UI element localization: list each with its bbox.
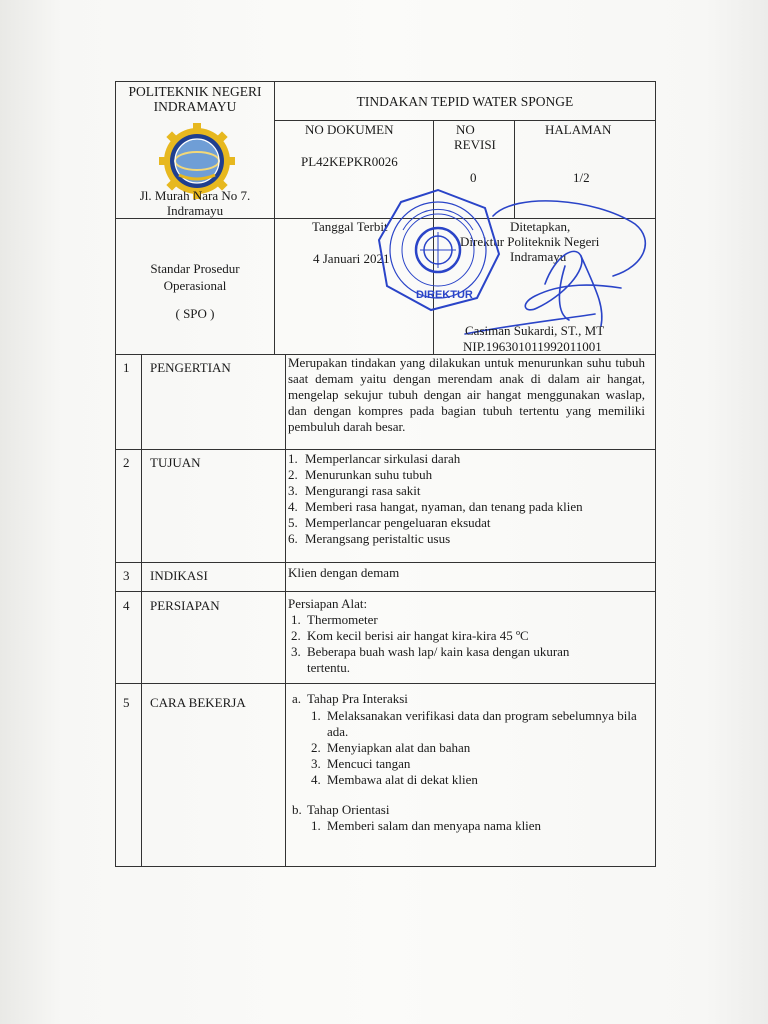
persiapan-item-text: Kom kecil berisi air hangat kira-kira 45 ºC (307, 628, 529, 643)
tujuan-item: 2. (288, 467, 298, 482)
stamp-text: DIREKTUR (416, 289, 473, 301)
persiapan-item-text: Beberapa buah wash lap/ kain kasa dengan ukuran tertentu. (307, 644, 570, 675)
tujuan-item: 4. (288, 499, 298, 514)
tahap-a-item-text: Membawa alat di dekat klien (327, 772, 478, 787)
spo-line1: Standar Prosedur (150, 261, 240, 276)
row3-num: 3 (123, 568, 130, 583)
halaman-label: HALAMAN (545, 122, 612, 137)
tujuan-item: 3. (288, 483, 298, 498)
tujuan-item-text: Memberi rasa hangat, nyaman, dan tenang pada klien (305, 499, 583, 514)
tahap-a-item: 3. (311, 756, 321, 771)
tujuan-item-text: Memperlancar sirkulasi darah (305, 451, 461, 466)
institution-name-line1: POLITEKNIK NEGERI (128, 84, 262, 99)
tahap-b-title: Tahap Orientasi (307, 802, 390, 817)
institution-address-line1: Jl. Murah Nara No 7. (139, 188, 251, 203)
persiapan-item: 3. (291, 644, 301, 659)
tujuan-item-text: Mengurangi rasa sakit (305, 483, 421, 498)
row1-label: PENGERTIAN (150, 360, 231, 375)
tahap-a-title: Tahap Pra Interaksi (307, 691, 408, 706)
row2-num: 2 (123, 455, 130, 470)
tahap-a-marker: a. (292, 691, 302, 706)
tujuan-item: 1. (288, 451, 298, 466)
no-revisi-value: 0 (470, 170, 477, 185)
tahap-a-item-text: Menyiapkan alat dan bahan (327, 740, 471, 755)
document-title: TINDAKAN TEPID WATER SPONGE (356, 94, 574, 109)
persiapan-item: 2. (291, 628, 301, 643)
row3-label: INDIKASI (150, 568, 208, 583)
tahap-b-item-text: Memberi salam dan menyapa nama klien (327, 818, 542, 833)
persiapan-heading: Persiapan Alat: (288, 596, 368, 611)
tahap-a-item-text: Mencuci tangan (327, 756, 411, 771)
no-dokumen-label: NO DOKUMEN (305, 122, 394, 137)
direktur-line2: Indramayu (510, 249, 567, 264)
halaman-value: 1/2 (573, 170, 590, 185)
tujuan-item-text: Menurunkan suhu tubuh (305, 467, 433, 482)
tahap-b-item: 1. (311, 818, 321, 833)
institution-name-line2: INDRAMAYU (153, 99, 237, 114)
tujuan-item-text: Merangsang peristaltic usus (305, 531, 451, 546)
spo-line2: Operasional (163, 278, 227, 293)
signer-name: Casiman Sukardi, ST., MT (465, 323, 605, 338)
tujuan-item: 5. (288, 515, 298, 530)
tahap-b-marker: b. (292, 802, 302, 817)
row4-label: PERSIAPAN (150, 598, 220, 613)
spo-line3: ( SPO ) (175, 306, 215, 321)
row2-label: TUJUAN (150, 455, 201, 470)
row5-num: 5 (123, 695, 130, 710)
no-revisi-label-line2: REVISI (454, 137, 496, 152)
persiapan-item-text: Thermometer (307, 612, 378, 627)
indikasi-text: Klien dengan demam (288, 565, 400, 580)
tahap-a-item: 2. (311, 740, 321, 755)
tahap-a-item: 1. (311, 708, 321, 723)
pengertian-text: Merupakan tindakan yang dilakukan untuk menurunkan suhu tubuh saat demam yaitu dengan merendam anak di dalam air hangat, mengelap sekujur tubuh dengan air hangat menggunakan waslap, dan dengan kompres pada bagian tubuh tertentu yang memiliki pembuluh darah besar. (288, 355, 645, 434)
tanggal-terbit-value: 4 Januari 2021 (313, 251, 390, 266)
tujuan-item: 6. (288, 531, 298, 546)
row1-num: 1 (123, 360, 130, 375)
no-dokumen-value: PL42KEPKR0026 (301, 154, 398, 169)
direktur-line1: Direktur Politeknik Negeri (460, 234, 600, 249)
tanggal-terbit-label: Tanggal Terbit (312, 219, 388, 234)
tahap-a-item-text: Melaksanakan verifikasi data dan program sebelumnya bila ada. (327, 708, 637, 739)
no-revisi-label-line1: NO (456, 122, 475, 137)
row4-num: 4 (123, 598, 130, 613)
ditetapkan-label: Ditetapkan, (510, 219, 571, 234)
tahap-a-item: 4. (311, 772, 321, 787)
institution-address-line2: Indramayu (166, 203, 224, 218)
spo-document (115, 81, 656, 867)
tujuan-item-text: Memperlancar pengeluaran eksudat (305, 515, 491, 530)
persiapan-item: 1. (291, 612, 301, 627)
row5-label: CARA BEKERJA (150, 695, 246, 710)
signer-nip: NIP.196301011992011001 (463, 339, 602, 354)
